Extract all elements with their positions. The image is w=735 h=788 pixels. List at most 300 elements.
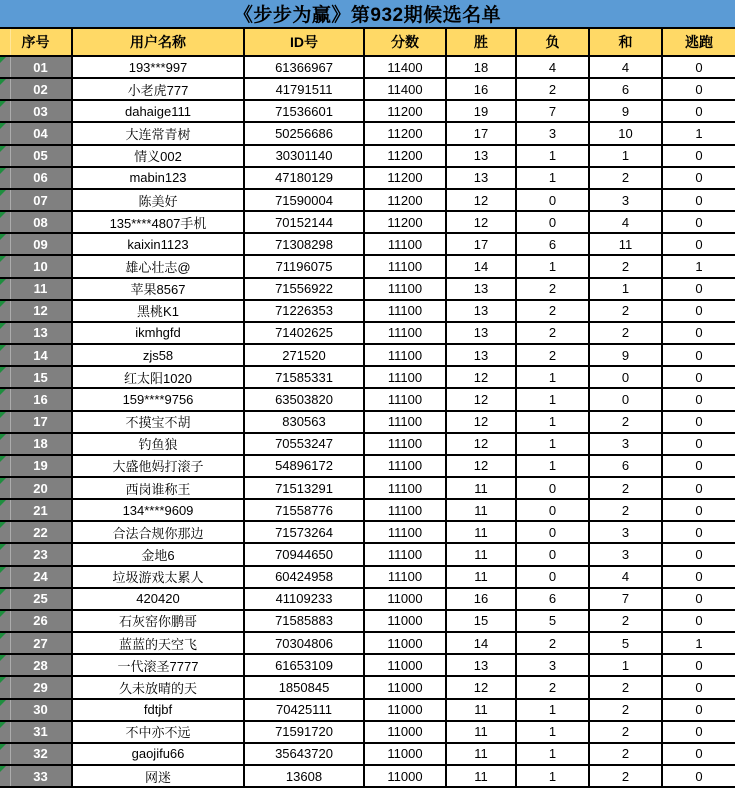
id-cell[interactable]: 71196075	[245, 256, 365, 276]
losses-cell[interactable]: 2	[517, 633, 590, 653]
draws-cell[interactable]: 2	[590, 168, 663, 188]
green-corner-icon	[0, 544, 6, 550]
username-cell[interactable]: 石灰窑你鹏哥	[73, 611, 245, 631]
flees-cell[interactable]: 0	[695, 768, 703, 784]
table-header-row	[0, 29, 735, 57]
username-cell[interactable]: 西岗谁称王	[73, 478, 245, 498]
score-cell[interactable]: 11100	[365, 389, 447, 409]
losses-cell[interactable]: 2	[517, 79, 590, 99]
wins-cell[interactable]: 12	[447, 389, 517, 409]
id-cell[interactable]: 41791511	[245, 79, 365, 99]
score-cell[interactable]: 11000	[365, 744, 447, 764]
score-cell[interactable]: 11100	[365, 301, 447, 321]
id-cell[interactable]: 71402625	[245, 323, 365, 343]
id-cell[interactable]: 70944650	[245, 544, 365, 564]
flees-cell[interactable]: 0	[695, 325, 703, 341]
losses-cell[interactable]: 1	[517, 367, 590, 387]
id-cell[interactable]: 61366967	[245, 57, 365, 77]
row-index-cell[interactable]	[0, 323, 73, 343]
header-cell-index[interactable]: 序号	[0, 29, 73, 55]
losses-cell[interactable]: 1	[517, 434, 590, 454]
draws-cell[interactable]: 1	[590, 146, 663, 166]
username-cell[interactable]: fdtjbf	[73, 700, 245, 720]
flees-cell[interactable]: 0	[695, 724, 703, 740]
score-cell[interactable]: 11100	[365, 500, 447, 520]
row-index-label: 04	[33, 126, 48, 142]
wins-cell[interactable]: 12	[447, 212, 517, 232]
row-index-cell[interactable]	[0, 367, 73, 387]
flees-cell[interactable]: 0	[695, 281, 703, 297]
losses-cell[interactable]: 6	[517, 234, 590, 254]
header-cell-draws[interactable]: 和	[590, 29, 663, 55]
score-cell[interactable]: 11200	[365, 168, 447, 188]
draws-cell[interactable]: 2	[590, 722, 663, 742]
row-index-cell[interactable]	[0, 123, 73, 143]
id-cell[interactable]: 71585883	[245, 611, 365, 631]
score-cell[interactable]: 11000	[365, 655, 447, 675]
draws-cell[interactable]: 2	[590, 611, 663, 631]
wins-cell[interactable]: 13	[447, 279, 517, 299]
draws-cell[interactable]: 2	[590, 323, 663, 343]
id-cell[interactable]: 71536601	[245, 101, 365, 121]
table-row	[0, 722, 735, 744]
draws-cell[interactable]: 2	[590, 301, 663, 321]
draws-cell[interactable]: 2	[590, 744, 663, 764]
losses-cell[interactable]: 1	[517, 146, 590, 166]
username-cell[interactable]: gaojifu66	[73, 744, 245, 764]
username-cell[interactable]: 苹果8567	[73, 279, 245, 299]
draws-cell[interactable]: 7	[590, 589, 663, 609]
id-cell[interactable]: 71558776	[245, 500, 365, 520]
row-index-cell[interactable]	[0, 190, 73, 210]
id-cell[interactable]: 30301140	[245, 146, 365, 166]
username-cell[interactable]: 大连常青树	[73, 123, 245, 143]
draws-cell[interactable]: 6	[590, 79, 663, 99]
flees-cell[interactable]: 0	[695, 436, 703, 452]
header-cell-score[interactable]: 分数	[365, 29, 447, 55]
score-cell[interactable]: 11100	[365, 478, 447, 498]
row-index-cell[interactable]	[0, 766, 73, 786]
flees-cell[interactable]: 0	[695, 746, 703, 762]
id-cell[interactable]: 60424958	[245, 567, 365, 587]
wins-cell[interactable]: 13	[447, 345, 517, 365]
id-cell[interactable]: 70425111	[245, 700, 365, 720]
draws-cell[interactable]: 2	[590, 766, 663, 786]
row-index-cell[interactable]	[0, 722, 73, 742]
flees-cell[interactable]: 0	[695, 369, 703, 385]
losses-cell[interactable]: 6	[517, 589, 590, 609]
row-index-cell[interactable]	[0, 79, 73, 99]
row-index-cell[interactable]	[0, 256, 73, 276]
draws-cell[interactable]: 9	[590, 345, 663, 365]
score-cell[interactable]: 11100	[365, 279, 447, 299]
wins-cell[interactable]: 12	[447, 677, 517, 697]
flees-cell[interactable]: 0	[695, 391, 703, 407]
username-cell[interactable]: 大盛他妈打滚子	[73, 456, 245, 476]
wins-cell[interactable]: 11	[447, 766, 517, 786]
username-cell[interactable]: 159****9756	[73, 389, 245, 409]
losses-cell[interactable]: 1	[517, 744, 590, 764]
wins-cell[interactable]: 12	[447, 456, 517, 476]
draws-cell[interactable]: 9	[590, 101, 663, 121]
score-cell[interactable]: 11200	[365, 146, 447, 166]
losses-cell[interactable]: 0	[517, 478, 590, 498]
id-cell[interactable]: 70553247	[245, 434, 365, 454]
username-cell[interactable]: 135****4807手机	[73, 212, 245, 232]
score-cell[interactable]: 11000	[365, 722, 447, 742]
wins-cell[interactable]: 19	[447, 101, 517, 121]
score-cell[interactable]: 11000	[365, 700, 447, 720]
score-cell[interactable]: 11100	[365, 522, 447, 542]
id-cell[interactable]: 13608	[245, 766, 365, 786]
username-cell[interactable]: dahaige111	[73, 101, 245, 121]
row-index-cell[interactable]	[0, 345, 73, 365]
flees-cell[interactable]: 0	[695, 702, 703, 718]
wins-cell[interactable]: 12	[447, 367, 517, 387]
header-cell-id[interactable]: ID号	[245, 29, 365, 55]
draws-cell[interactable]: 10	[590, 123, 663, 143]
row-index-cell[interactable]	[0, 544, 73, 564]
id-cell[interactable]: 35643720	[245, 744, 365, 764]
row-index-cell[interactable]	[0, 412, 73, 432]
losses-cell[interactable]: 2	[517, 301, 590, 321]
draws-cell[interactable]: 0	[590, 389, 663, 409]
green-corner-icon	[0, 722, 6, 728]
username-cell[interactable]: 网迷	[73, 766, 245, 786]
id-cell[interactable]: 63503820	[245, 389, 365, 409]
losses-cell[interactable]: 1	[517, 766, 590, 786]
flees-cell[interactable]: 0	[695, 192, 703, 208]
draws-cell[interactable]: 2	[590, 677, 663, 697]
row-index-label: 23	[33, 547, 48, 563]
score-cell[interactable]: 11400	[365, 79, 447, 99]
losses-cell[interactable]: 2	[517, 677, 590, 697]
id-cell[interactable]: 71556922	[245, 279, 365, 299]
wins-cell[interactable]: 11	[447, 544, 517, 564]
draws-cell[interactable]: 2	[590, 700, 663, 720]
score-cell[interactable]: 11000	[365, 633, 447, 653]
username-cell[interactable]: 193***997	[73, 57, 245, 77]
username-cell[interactable]: ikmhgfd	[73, 323, 245, 343]
username-cell[interactable]: 久未放晴的天	[73, 677, 245, 697]
score-cell[interactable]: 11100	[365, 456, 447, 476]
id-cell[interactable]: 71590004	[245, 190, 365, 210]
table-row	[0, 323, 735, 345]
score-cell[interactable]: 11000	[365, 611, 447, 631]
row-index-cell[interactable]	[0, 677, 73, 697]
row-index-label: 25	[33, 591, 48, 607]
row-index-cell[interactable]	[0, 500, 73, 520]
draws-cell[interactable]: 4	[590, 212, 663, 232]
flees-cell[interactable]: 0	[695, 59, 703, 75]
flees-cell[interactable]: 0	[695, 347, 703, 363]
username-cell[interactable]: 垃圾游戏太累人	[73, 567, 245, 587]
row-index-cell[interactable]	[0, 700, 73, 720]
losses-cell[interactable]: 0	[517, 522, 590, 542]
draws-cell[interactable]: 11	[590, 234, 663, 254]
wins-cell[interactable]: 11	[447, 567, 517, 587]
id-cell[interactable]: 71585331	[245, 367, 365, 387]
username-cell[interactable]: 合法合规你那边	[73, 522, 245, 542]
row-index-cell[interactable]	[0, 522, 73, 542]
flees-cell[interactable]: 0	[695, 303, 703, 319]
flees-cell[interactable]: 0	[695, 148, 703, 164]
table-row	[0, 700, 735, 722]
score-cell[interactable]: 11000	[365, 677, 447, 697]
wins-cell[interactable]: 13	[447, 168, 517, 188]
flees-cell[interactable]: 0	[695, 214, 703, 230]
id-cell[interactable]: 61653109	[245, 655, 365, 675]
flees-cell[interactable]: 0	[695, 414, 703, 430]
losses-cell[interactable]: 1	[517, 389, 590, 409]
wins-cell[interactable]: 11	[447, 722, 517, 742]
row-index-label: 18	[33, 436, 48, 452]
row-index-label: 12	[33, 303, 48, 319]
wins-cell[interactable]: 11	[447, 478, 517, 498]
wins-cell[interactable]: 12	[447, 412, 517, 432]
username-cell[interactable]: 小老虎777	[73, 79, 245, 99]
score-cell[interactable]: 11100	[365, 544, 447, 564]
green-corner-icon	[0, 434, 6, 440]
losses-cell[interactable]: 0	[517, 500, 590, 520]
losses-cell[interactable]: 1	[517, 256, 590, 276]
draws-cell[interactable]: 5	[590, 633, 663, 653]
score-cell[interactable]: 11000	[365, 766, 447, 786]
row-index-cell[interactable]	[0, 589, 73, 609]
id-cell[interactable]: 71308298	[245, 234, 365, 254]
draws-cell[interactable]: 6	[590, 456, 663, 476]
row-index-cell[interactable]	[0, 101, 73, 121]
wins-cell[interactable]: 11	[447, 744, 517, 764]
id-cell[interactable]: 50256686	[245, 123, 365, 143]
losses-cell[interactable]: 0	[517, 567, 590, 587]
flees-cell[interactable]: 0	[695, 591, 703, 607]
draws-cell[interactable]: 3	[590, 190, 663, 210]
table-row	[0, 500, 735, 522]
flees-cell[interactable]: 0	[695, 679, 703, 695]
losses-cell[interactable]: 2	[517, 279, 590, 299]
row-index-cell[interactable]	[0, 168, 73, 188]
table-row	[0, 212, 735, 234]
draws-cell[interactable]: 2	[590, 478, 663, 498]
username-cell[interactable]: 蓝蓝的天空飞	[73, 633, 245, 653]
score-cell[interactable]: 11100	[365, 567, 447, 587]
username-cell[interactable]: kaixin1123	[73, 234, 245, 254]
losses-cell[interactable]: 0	[517, 544, 590, 564]
flees-cell[interactable]: 0	[695, 613, 703, 629]
wins-cell[interactable]: 11	[447, 700, 517, 720]
username-cell[interactable]: 红太阳1020	[73, 367, 245, 387]
row-index-label: 11	[33, 281, 48, 297]
id-cell[interactable]: 70304806	[245, 633, 365, 653]
row-index-label: 09	[33, 236, 48, 252]
wins-cell[interactable]: 17	[447, 234, 517, 254]
username-cell[interactable]: 一代滚圣7777	[73, 655, 245, 675]
flees-cell[interactable]: 0	[695, 502, 703, 518]
wins-cell[interactable]: 16	[447, 79, 517, 99]
flees-cell[interactable]: 0	[695, 569, 703, 585]
id-cell[interactable]: 54896172	[245, 456, 365, 476]
header-cell-losses[interactable]: 负	[517, 29, 590, 55]
id-cell[interactable]: 271520	[245, 345, 365, 365]
flees-cell[interactable]: 1	[695, 126, 703, 142]
losses-cell[interactable]: 1	[517, 456, 590, 476]
username-cell[interactable]: mabin123	[73, 168, 245, 188]
row-index-cell[interactable]	[0, 633, 73, 653]
flees-cell[interactable]: 0	[695, 480, 703, 496]
losses-cell[interactable]: 4	[517, 57, 590, 77]
header-cell-wins[interactable]: 胜	[447, 29, 517, 55]
username-cell[interactable]: 不摸宝不胡	[73, 412, 245, 432]
flees-cell[interactable]: 0	[695, 657, 703, 673]
flees-cell[interactable]: 0	[695, 524, 703, 540]
draws-cell[interactable]: 2	[590, 412, 663, 432]
id-cell[interactable]: 71513291	[245, 478, 365, 498]
row-index-cell[interactable]	[0, 434, 73, 454]
draws-cell[interactable]: 1	[590, 655, 663, 675]
score-cell[interactable]: 11200	[365, 212, 447, 232]
username-cell[interactable]: 陈美好	[73, 190, 245, 210]
wins-cell[interactable]: 14	[447, 256, 517, 276]
flees-cell[interactable]: 1	[695, 635, 703, 651]
losses-cell[interactable]: 7	[517, 101, 590, 121]
id-cell[interactable]: 830563	[245, 412, 365, 432]
row-index-cell[interactable]	[0, 301, 73, 321]
draws-cell[interactable]: 2	[590, 256, 663, 276]
wins-cell[interactable]: 18	[447, 57, 517, 77]
losses-cell[interactable]: 1	[517, 412, 590, 432]
table-row	[0, 744, 735, 766]
row-index-label: 21	[33, 502, 48, 518]
flees-cell[interactable]: 0	[695, 236, 703, 252]
row-index-label: 30	[33, 702, 48, 718]
id-cell[interactable]: 1850845	[245, 677, 365, 697]
green-corner-icon	[0, 212, 6, 218]
username-cell[interactable]: 134****9609	[73, 500, 245, 520]
flees-cell[interactable]: 0	[695, 547, 703, 563]
wins-cell[interactable]: 15	[447, 611, 517, 631]
wins-cell[interactable]: 13	[447, 301, 517, 321]
username-cell[interactable]: 420420	[73, 589, 245, 609]
row-index-cell[interactable]	[0, 478, 73, 498]
wins-cell[interactable]: 14	[447, 633, 517, 653]
table-row	[0, 611, 735, 633]
score-cell[interactable]: 11100	[365, 234, 447, 254]
row-index-cell[interactable]	[0, 567, 73, 587]
draws-cell[interactable]: 3	[590, 434, 663, 454]
row-index-cell[interactable]	[0, 146, 73, 166]
table-row	[0, 478, 735, 500]
flees-cell[interactable]: 0	[695, 81, 703, 97]
username-cell[interactable]: 雄心壮志@	[73, 256, 245, 276]
wins-cell[interactable]: 11	[447, 500, 517, 520]
row-index-label: 27	[33, 635, 48, 651]
row-index-cell[interactable]	[0, 611, 73, 631]
draws-cell[interactable]: 4	[590, 57, 663, 77]
id-cell[interactable]: 41109233	[245, 589, 365, 609]
row-index-cell[interactable]	[0, 212, 73, 232]
score-cell[interactable]: 11200	[365, 123, 447, 143]
wins-cell[interactable]: 13	[447, 323, 517, 343]
score-cell[interactable]: 11400	[365, 57, 447, 77]
score-cell[interactable]: 11100	[365, 256, 447, 276]
draws-cell[interactable]: 1	[590, 279, 663, 299]
losses-cell[interactable]: 0	[517, 190, 590, 210]
row-index-cell[interactable]	[0, 57, 73, 77]
losses-cell[interactable]: 2	[517, 345, 590, 365]
green-corner-icon	[0, 389, 6, 395]
score-cell[interactable]: 11000	[365, 589, 447, 609]
score-cell[interactable]: 11100	[365, 434, 447, 454]
losses-cell[interactable]: 5	[517, 611, 590, 631]
row-index-cell[interactable]	[0, 389, 73, 409]
id-cell[interactable]: 47180129	[245, 168, 365, 188]
id-cell[interactable]: 70152144	[245, 212, 365, 232]
score-cell[interactable]: 11200	[365, 190, 447, 210]
losses-cell[interactable]: 1	[517, 168, 590, 188]
id-cell[interactable]: 71573264	[245, 522, 365, 542]
flees-cell[interactable]: 1	[695, 258, 703, 274]
header-cell-flees[interactable]: 逃跑	[685, 34, 713, 50]
losses-cell[interactable]: 1	[517, 700, 590, 720]
score-cell[interactable]: 11100	[365, 367, 447, 387]
wins-cell[interactable]: 12	[447, 190, 517, 210]
wins-cell[interactable]: 13	[447, 146, 517, 166]
username-cell[interactable]: 金地6	[73, 544, 245, 564]
wins-cell[interactable]: 12	[447, 434, 517, 454]
row-index-cell[interactable]	[0, 234, 73, 254]
username-cell[interactable]: 情义002	[73, 146, 245, 166]
row-index-cell[interactable]	[0, 279, 73, 299]
draws-cell[interactable]: 4	[590, 567, 663, 587]
draws-cell[interactable]: 3	[590, 544, 663, 564]
draws-cell[interactable]: 3	[590, 522, 663, 542]
losses-cell[interactable]: 2	[517, 323, 590, 343]
header-cell-username[interactable]: 用户名称	[73, 29, 245, 55]
username-cell[interactable]: 钓鱼狼	[73, 434, 245, 454]
losses-cell[interactable]: 0	[517, 212, 590, 232]
losses-cell[interactable]: 1	[517, 722, 590, 742]
flees-cell[interactable]: 0	[695, 170, 703, 186]
row-index-cell[interactable]	[0, 655, 73, 675]
username-cell[interactable]: 黑桃K1	[73, 301, 245, 321]
row-index-cell[interactable]	[0, 456, 73, 476]
username-cell[interactable]: 不中亦不远	[73, 722, 245, 742]
table-row	[0, 367, 735, 389]
score-cell[interactable]: 11100	[365, 345, 447, 365]
title-bar[interactable]	[0, 0, 735, 29]
score-cell[interactable]: 11100	[365, 323, 447, 343]
id-cell[interactable]: 71226353	[245, 301, 365, 321]
flees-cell[interactable]: 0	[695, 103, 703, 119]
losses-cell[interactable]: 3	[517, 655, 590, 675]
page-title: 《步步为赢》第932期候选名单	[233, 5, 502, 26]
username-cell[interactable]: zjs58	[73, 345, 245, 365]
wins-cell[interactable]: 17	[447, 123, 517, 143]
draws-cell[interactable]: 0	[590, 367, 663, 387]
row-index-label: 32	[33, 746, 48, 762]
score-cell[interactable]: 11100	[365, 412, 447, 432]
draws-cell[interactable]: 2	[590, 500, 663, 520]
wins-cell[interactable]: 11	[447, 522, 517, 542]
wins-cell[interactable]: 16	[447, 589, 517, 609]
id-cell[interactable]: 71591720	[245, 722, 365, 742]
row-index-cell[interactable]	[0, 744, 73, 764]
score-cell[interactable]: 11200	[365, 101, 447, 121]
flees-cell[interactable]: 0	[695, 458, 703, 474]
losses-cell[interactable]: 3	[517, 123, 590, 143]
wins-cell[interactable]: 13	[447, 655, 517, 675]
